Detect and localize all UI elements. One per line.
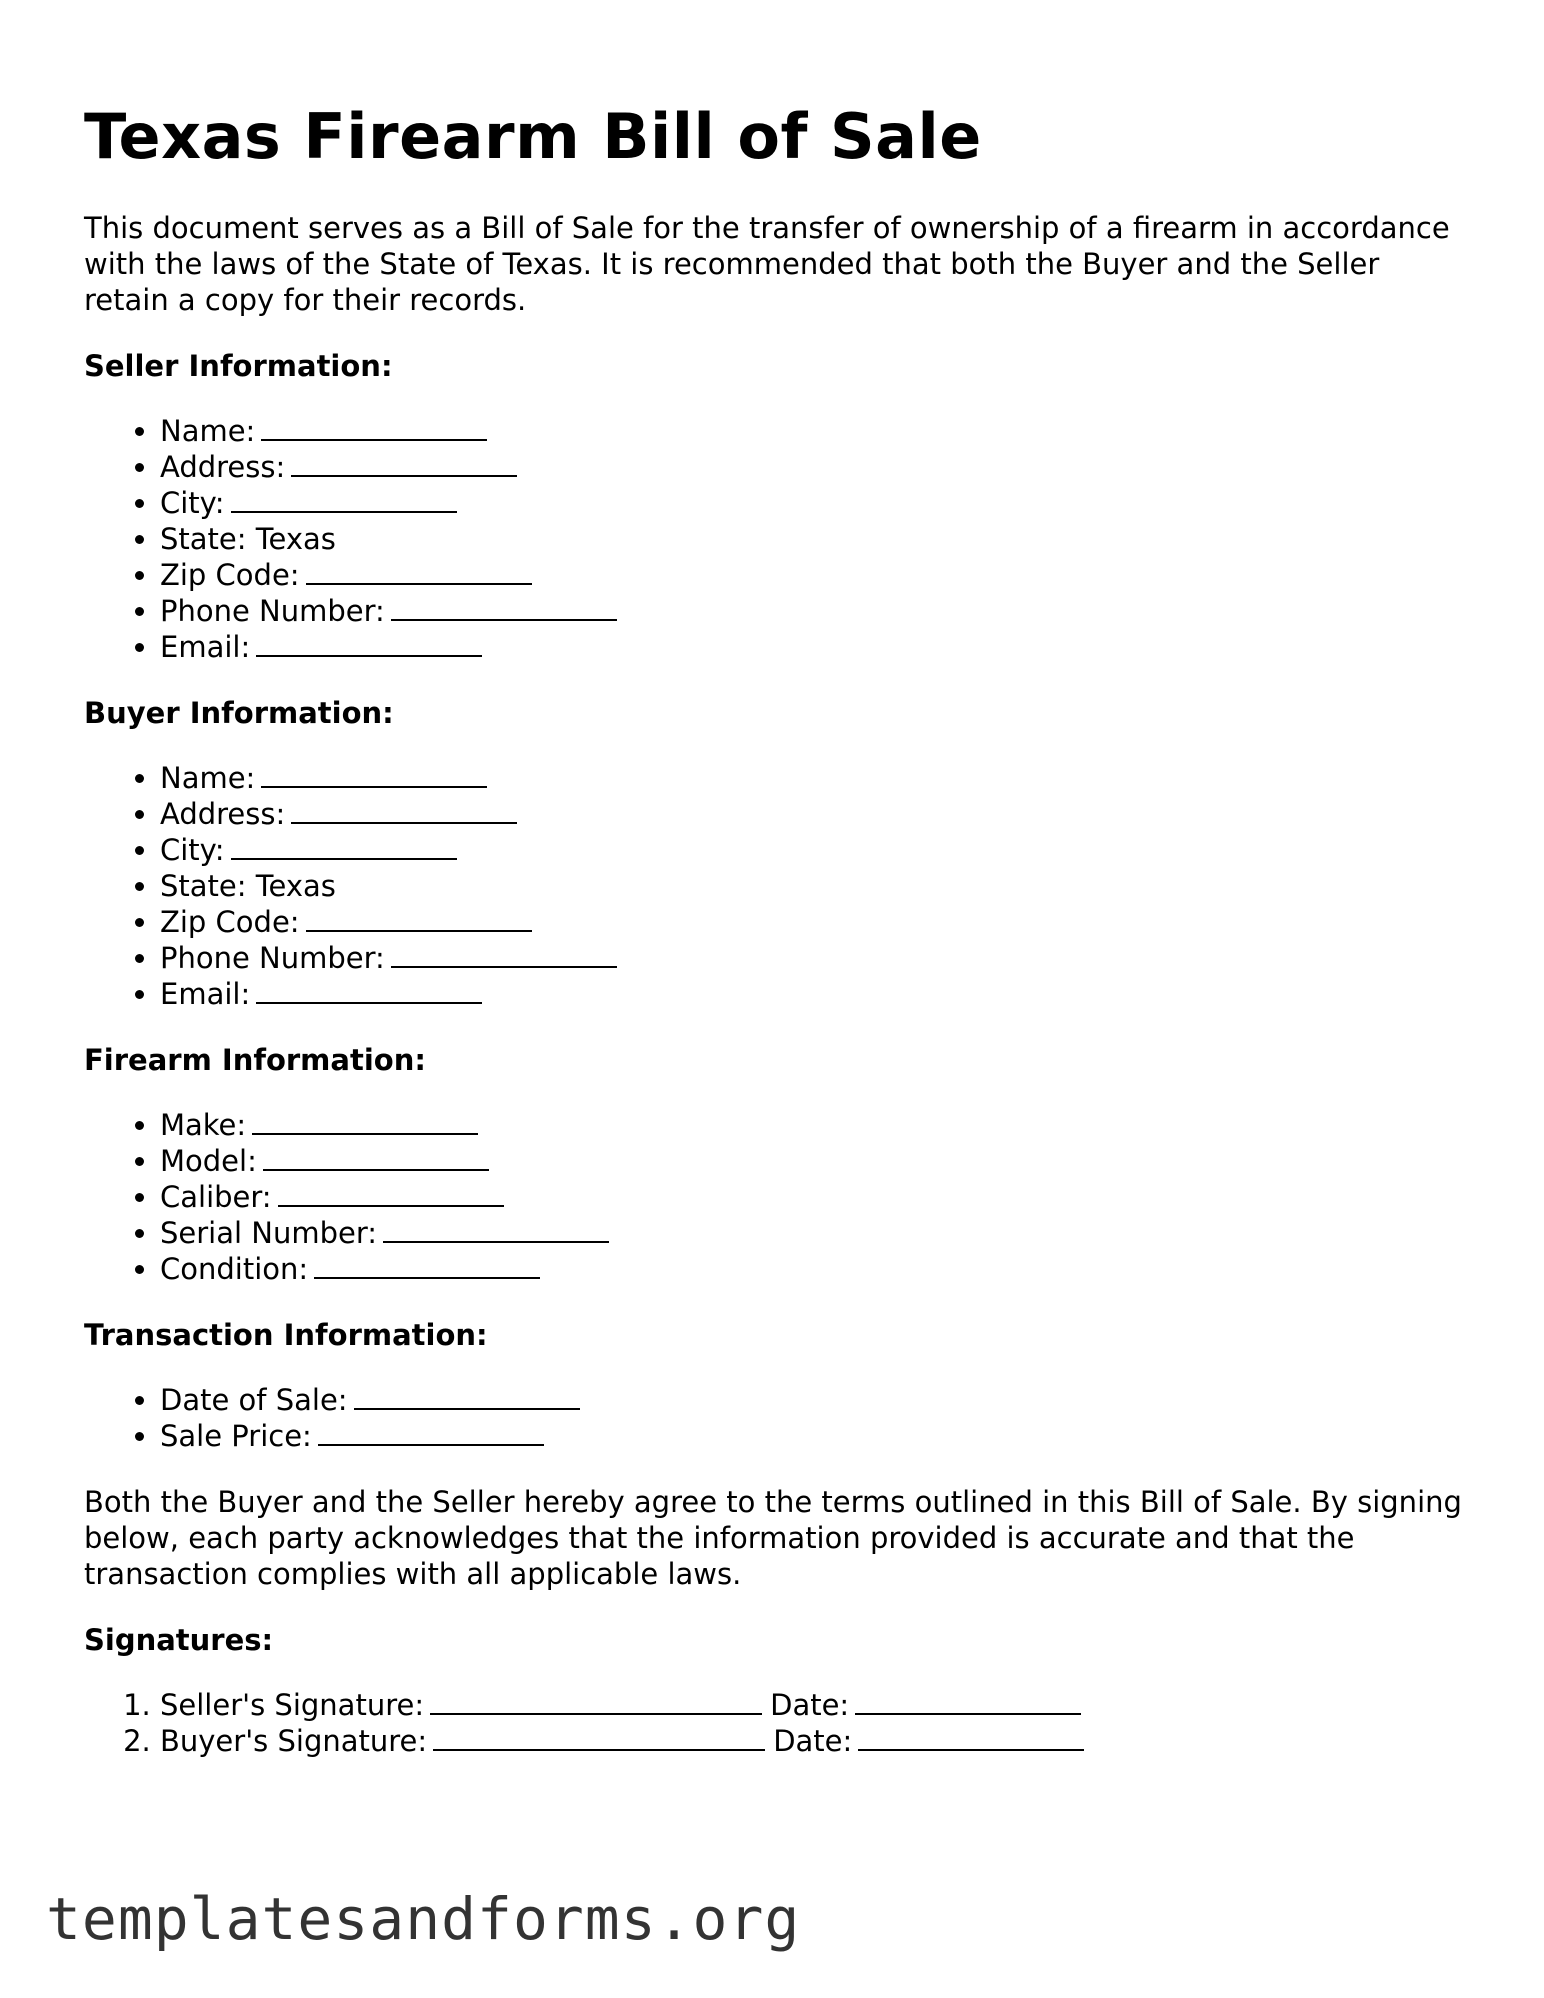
seller-address-label: Address: (160, 450, 286, 485)
buyer-state-text: State: Texas (160, 869, 336, 904)
transaction-section-heading: Transaction Information: (84, 1318, 488, 1353)
seller-state-field (160, 521, 1464, 557)
seller-signature-date-label: Date: (770, 1688, 850, 1723)
buyer-section-heading: Buyer Information: (84, 696, 394, 731)
footer-wordmark: templatesandforms.org (46, 1885, 801, 1953)
buyer-city-label: City: (160, 833, 225, 868)
buyer-name-label: Name: (160, 761, 256, 796)
firearm-model-field (160, 1143, 1464, 1179)
buyer-name-field (160, 760, 1464, 796)
firearm-make-field (160, 1107, 1464, 1143)
buyer-phone-blank[interactable] (391, 940, 617, 968)
seller-section-heading: Seller Information: (84, 349, 393, 384)
seller-city-blank[interactable] (231, 485, 457, 513)
firearm-make-blank[interactable] (252, 1107, 478, 1135)
buyer-name-blank[interactable] (261, 760, 487, 788)
transaction-price-label: Sale Price: (160, 1419, 312, 1454)
firearm-caliber-label: Caliber: (160, 1180, 272, 1215)
buyer-city-blank[interactable] (231, 832, 457, 860)
seller-city-field (160, 485, 1464, 521)
buyer-city-field (160, 832, 1464, 868)
buyer-signature-blank[interactable] (433, 1723, 765, 1751)
seller-signature-blank[interactable] (430, 1687, 762, 1715)
firearm-make-label: Make: (160, 1108, 247, 1143)
seller-email-label: Email: (160, 630, 251, 665)
buyer-zip-blank[interactable] (306, 904, 532, 932)
buyer-phone-label: Phone Number: (160, 941, 385, 976)
firearm-serial-label: Serial Number: (160, 1216, 378, 1251)
transaction-date-label: Date of Sale: (160, 1383, 348, 1418)
signature-list (84, 1687, 1464, 1759)
seller-signature-date-blank[interactable] (855, 1687, 1081, 1715)
signatures-section-heading: Signatures: (84, 1623, 274, 1658)
transaction-price-blank[interactable] (318, 1418, 544, 1446)
seller-name-label: Name: (160, 414, 256, 449)
firearm-condition-label: Condition: (160, 1252, 309, 1287)
transaction-field-list (84, 1382, 1464, 1454)
intro-paragraph: This document serves as a Bill of Sale for the transfer of ownership of a firearm in accordance with the laws of the State of Texas. It is recommended that both the Buyer and the Seller retain a copy for their records. (84, 211, 1450, 318)
firearm-serial-field (160, 1215, 1464, 1251)
firearm-field-list (84, 1107, 1464, 1287)
buyer-state-field (160, 868, 1464, 904)
firearm-model-blank[interactable] (263, 1143, 489, 1171)
buyer-email-field (160, 976, 1464, 1012)
seller-email-blank[interactable] (256, 629, 482, 657)
firearm-caliber-blank[interactable] (278, 1179, 504, 1207)
buyer-signature-date-label: Date: (773, 1724, 853, 1759)
seller-zip-field (160, 557, 1464, 593)
firearm-condition-field (160, 1251, 1464, 1287)
seller-signature-line (160, 1687, 1464, 1723)
firearm-model-label: Model: (160, 1144, 257, 1179)
buyer-address-field (160, 796, 1464, 832)
document-page (84, 100, 1464, 1789)
buyer-signature-line (160, 1723, 1464, 1759)
document-title: Texas Firearm Bill of Sale (84, 100, 982, 173)
seller-signature-label: Seller's Signature: (160, 1688, 425, 1723)
seller-name-field (160, 413, 1464, 449)
seller-email-field (160, 629, 1464, 665)
transaction-date-blank[interactable] (354, 1382, 580, 1410)
transaction-date-field (160, 1382, 1464, 1418)
seller-zip-label: Zip Code: (160, 558, 300, 593)
buyer-address-label: Address: (160, 797, 286, 832)
buyer-zip-field (160, 904, 1464, 940)
buyer-phone-field (160, 940, 1464, 976)
seller-state-text: State: Texas (160, 522, 336, 557)
firearm-caliber-field (160, 1179, 1464, 1215)
seller-phone-field (160, 593, 1464, 629)
firearm-serial-blank[interactable] (383, 1215, 609, 1243)
buyer-address-blank[interactable] (291, 796, 517, 824)
agreement-paragraph: Both the Buyer and the Seller hereby agree to the terms outlined in this Bill of Sale. By signing below, each party acknowledges that the information provided is accurate and that the transaction complies with all applicable laws. (84, 1485, 1462, 1592)
firearm-condition-blank[interactable] (314, 1251, 540, 1279)
transaction-price-field (160, 1418, 1464, 1454)
seller-field-list (84, 413, 1464, 665)
buyer-signature-label: Buyer's Signature: (160, 1724, 428, 1759)
buyer-field-list (84, 760, 1464, 1012)
firearm-section-heading: Firearm Information: (84, 1043, 426, 1078)
buyer-email-label: Email: (160, 977, 251, 1012)
seller-city-label: City: (160, 486, 225, 521)
buyer-email-blank[interactable] (256, 976, 482, 1004)
buyer-signature-date-blank[interactable] (858, 1723, 1084, 1751)
seller-phone-blank[interactable] (391, 593, 617, 621)
seller-address-blank[interactable] (291, 449, 517, 477)
seller-zip-blank[interactable] (306, 557, 532, 585)
seller-name-blank[interactable] (261, 413, 487, 441)
seller-phone-label: Phone Number: (160, 594, 385, 629)
buyer-zip-label: Zip Code: (160, 905, 300, 940)
seller-address-field (160, 449, 1464, 485)
